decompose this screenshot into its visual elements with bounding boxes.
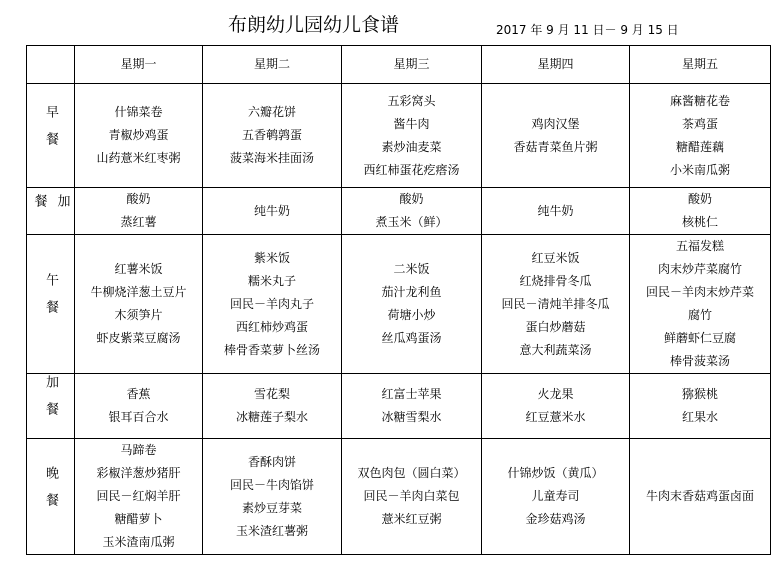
meal-label-cell — [27, 84, 75, 188]
menu-cell-snack-pm-tue — [203, 374, 342, 439]
menu-cell-snack-pm-wed — [342, 374, 482, 439]
dish-item: 五彩窝头 — [387, 93, 436, 108]
dish-item: 虾皮紫菜豆腐汤 — [96, 331, 181, 345]
menu-cell-lunch-wed — [342, 235, 482, 374]
dish-item: 香菇青菜鱼片粥 — [513, 139, 598, 154]
menu-cell-lunch-thu — [482, 235, 630, 374]
dish-item: 酱牛肉 — [393, 116, 430, 131]
menu-cell-dinner-mon — [75, 439, 203, 555]
menu-cell-dinner-tue — [203, 439, 342, 555]
dish-item: 金珍菇鸡汤 — [525, 512, 586, 526]
dish-item: 木须笋片 — [114, 308, 163, 322]
dish-item: 素炒油麦菜 — [381, 139, 442, 154]
dish-item: 蒸红薯 — [120, 215, 157, 229]
meal-row-breakfast — [27, 84, 771, 188]
dish-item: 五福发糕 — [675, 239, 724, 253]
dish-item: 糖醋莲藕 — [675, 139, 724, 154]
dish-item: 青椒炒鸡蛋 — [108, 128, 169, 142]
menu-cell-breakfast-wed — [342, 84, 482, 188]
dish-item: 棒骨香菜萝卜丝汤 — [223, 342, 320, 357]
dish-item: 双色肉包（圆白菜） — [357, 466, 466, 480]
menu-cell-snack-pm-fri — [630, 374, 771, 439]
dish-item: 鲜蘑虾仁豆腐 — [663, 331, 736, 345]
menu-cell-breakfast-fri — [630, 84, 771, 188]
menu-cell-snack-am-tue — [203, 188, 342, 235]
page-title: 布朗幼儿园幼儿食谱 — [228, 14, 400, 36]
menu-cell-snack-am-thu — [482, 188, 630, 235]
dish-item: 煮玉米（鲜） — [375, 215, 448, 229]
meal-row-snack-am — [27, 188, 771, 235]
dish-item: 素炒豆芽菜 — [241, 500, 302, 515]
dish-item: 麻酱糖花卷 — [669, 93, 730, 108]
dish-item: 西红柿炒鸡蛋 — [235, 319, 308, 334]
meal-label: 晚餐 — [43, 465, 58, 520]
menu-cell-lunch-fri — [630, 235, 771, 374]
menu-cell-breakfast-mon — [75, 84, 203, 188]
dish-item: 玉米渣红薯粥 — [235, 523, 308, 538]
dish-item: 回民－清炖羊排冬瓜 — [501, 296, 610, 311]
dish-item: 丝瓜鸡蛋汤 — [381, 331, 442, 345]
dish-item: 五香鹌鹑蛋 — [241, 128, 302, 142]
meal-label: 早餐 — [43, 104, 58, 159]
dish-item: 二米饭 — [393, 262, 430, 276]
dish-item: 红薯米饭 — [114, 262, 163, 276]
dish-item: 牛柳烧洋葱土豆片 — [90, 285, 187, 299]
menu-table — [26, 45, 771, 555]
dish-item: 香酥肉饼 — [247, 454, 296, 469]
dish-item: 什锦炒饭（黄瓜） — [507, 466, 604, 480]
meal-label: 加餐 — [43, 375, 58, 429]
dish-item: 茶鸡蛋 — [681, 116, 718, 131]
dish-item: 核桃仁 — [681, 215, 718, 229]
dish-item: 酸奶 — [687, 192, 712, 206]
menu-cell-snack-am-fri — [630, 188, 771, 235]
dish-item: 儿童寿司 — [531, 489, 580, 503]
dish-item: 紫米饭 — [253, 250, 290, 265]
dish-item: 小米南瓜粥 — [669, 162, 730, 177]
header-row — [27, 46, 771, 84]
menu-cell-dinner-fri — [630, 439, 771, 555]
meal-row-lunch — [27, 235, 771, 374]
dish-item: 六瓣花饼 — [247, 105, 296, 119]
day-header-tue: 星期二 — [203, 46, 342, 84]
dish-item: 回民－牛肉馅饼 — [229, 477, 314, 492]
menu-cell-breakfast-tue — [203, 84, 342, 188]
dish-item: 山药薏米红枣粥 — [96, 151, 181, 165]
dish-item: 西红柿蛋花疙瘩汤 — [363, 162, 460, 177]
dish-item: 酸奶 — [126, 192, 151, 206]
dish-item: 红豆米饭 — [531, 250, 580, 265]
dish-item: 纯牛奶 — [253, 203, 290, 218]
corner-cell — [27, 46, 75, 84]
dish-item: 马蹄卷 — [120, 443, 157, 457]
menu-cell-lunch-tue — [203, 235, 342, 374]
dish-item: 纯牛奶 — [537, 203, 574, 218]
dish-item: 回民－羊肉末炒芹菜 — [645, 285, 754, 299]
dish-item: 糯米丸子 — [247, 273, 296, 288]
meal-label: 加餐 — [31, 193, 70, 221]
dish-item: 彩椒洋葱炒猪肝 — [96, 466, 181, 480]
dish-item: 银耳百合水 — [108, 410, 169, 424]
day-header-fri: 星期五 — [630, 46, 771, 84]
dish-item: 什锦菜卷 — [114, 105, 163, 119]
dish-item: 酸奶 — [399, 192, 424, 206]
dish-item: 意大利蔬菜汤 — [519, 342, 592, 357]
dish-item: 火龙果 — [537, 387, 574, 401]
menu-cell-snack-am-wed — [342, 188, 482, 235]
dish-item: 回民－羊肉白菜包 — [363, 489, 460, 503]
page-header — [0, 0, 781, 44]
dish-item: 红烧排骨冬瓜 — [519, 273, 592, 288]
meal-label-cell — [27, 235, 75, 374]
dish-item: 棒骨菠菜汤 — [669, 354, 730, 368]
menu-cell-snack-pm-mon — [75, 374, 203, 439]
dish-item: 猕猴桃 — [681, 387, 718, 401]
dish-item: 玉米渣南瓜粥 — [102, 535, 175, 549]
dish-item: 牛肉末香菇鸡蛋卤面 — [645, 489, 754, 503]
menu-cell-snack-am-mon — [75, 188, 203, 235]
meal-row-dinner — [27, 439, 771, 555]
dish-item: 肉末炒芹菜腐竹 — [657, 262, 742, 276]
meal-label-cell — [27, 188, 75, 235]
dish-item: 冰糖莲子梨水 — [235, 410, 308, 424]
dish-item: 茄汁龙利鱼 — [381, 285, 442, 299]
dish-item: 荷塘小炒 — [387, 308, 436, 322]
menu-cell-breakfast-thu — [482, 84, 630, 188]
meal-row-snack-pm — [27, 374, 771, 439]
meal-label: 午餐 — [43, 273, 58, 327]
dish-item: 糖醋萝卜 — [114, 512, 163, 526]
menu-cell-dinner-wed — [342, 439, 482, 555]
dish-item: 腐竹 — [687, 308, 712, 322]
dish-item: 回民－红焖羊肝 — [96, 489, 181, 503]
meal-label-cell — [27, 439, 75, 555]
dish-item: 香蕉 — [126, 387, 151, 401]
dish-item: 红富士苹果 — [381, 387, 442, 401]
dish-item: 回民－羊肉丸子 — [229, 296, 314, 311]
day-header-mon: 星期一 — [75, 46, 203, 84]
dish-item: 红果水 — [681, 410, 718, 424]
menu-cell-lunch-mon — [75, 235, 203, 374]
meal-label-cell — [27, 374, 75, 439]
menu-body — [27, 84, 771, 555]
dish-item: 薏米红豆粥 — [381, 512, 442, 526]
day-header-wed: 星期三 — [342, 46, 482, 84]
dish-item: 鸡肉汉堡 — [531, 116, 580, 131]
dish-item: 冰糖雪梨水 — [381, 410, 442, 424]
dish-item: 红豆薏米水 — [525, 410, 586, 424]
dish-item: 蛋白炒蘑菇 — [525, 319, 586, 334]
day-header-thu: 星期四 — [482, 46, 630, 84]
dish-item: 菠菜海米挂面汤 — [229, 151, 314, 165]
dish-item: 雪花梨 — [253, 387, 290, 401]
menu-cell-dinner-thu — [482, 439, 630, 555]
menu-cell-snack-pm-thu — [482, 374, 630, 439]
date-range: 2017 年 9 月 11 日－ 9 月 15 日 — [496, 23, 679, 37]
